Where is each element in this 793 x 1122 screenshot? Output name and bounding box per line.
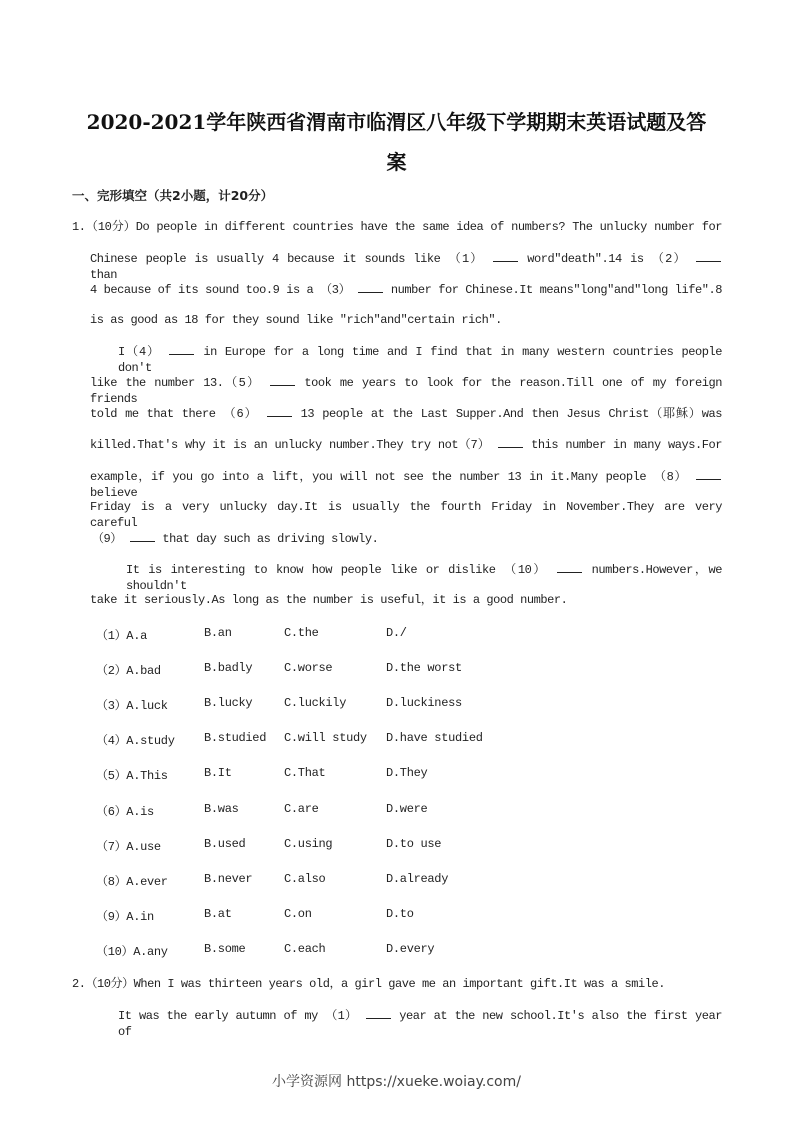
text-line — [118, 343, 722, 376]
option-choice: （3）A.luck — [96, 699, 168, 714]
option-choice: B.never — [204, 871, 253, 886]
option-choice: （9）A.in — [96, 909, 154, 924]
option-choice: B.was — [204, 801, 239, 816]
text-segment: took me years to look for the reason.Till one of my foreign friends — [90, 376, 722, 406]
option-choice: （1）A.a — [96, 629, 148, 643]
option-choice: D.the worst — [386, 661, 462, 676]
text-segment: numbers.However，we shouldn't — [126, 563, 722, 593]
text-segment: number for Chinese.It means"long"and"long life".8 — [390, 283, 722, 297]
text-segment: Chinese people is usually 4 because it sounds like （1） — [90, 252, 484, 266]
option-choice: C.using — [284, 836, 333, 851]
option-choice: （4）A.study — [96, 734, 175, 749]
option-choice: C.worse — [284, 661, 333, 676]
text-segment: （9） — [92, 532, 122, 546]
document-title-line1: 2020-2021学年陕西省渭南市临渭区八年级下学期期末英语试题及答 — [86, 110, 707, 134]
option-choice: （2）A.bad — [96, 664, 161, 679]
text-segment: example，if you go into a lift，you will not see the number 13 in it.Many people （8） — [90, 470, 688, 484]
text-segment: It is interesting to know how people like or dislike （10） — [126, 563, 547, 577]
option-choice: （6）A.is — [96, 804, 154, 819]
text-segment: take it seriously.As long as the number is useful，it is a good number. — [90, 593, 568, 607]
option-choice: （8）A.ever — [96, 874, 168, 889]
answer-blank — [557, 561, 582, 573]
text-line — [90, 312, 502, 328]
text-segment: 4 because of its sound too.9 is a （3） — [90, 283, 351, 297]
option-choice: D.luckiness — [386, 696, 462, 711]
document-title-line2: 案 — [386, 150, 407, 174]
text-segment: in Europe for a long time and I find that in many western countries people don't — [118, 345, 722, 375]
answer-blank — [270, 374, 295, 386]
option-choice: （10）A.any — [96, 944, 168, 959]
text-line — [72, 219, 722, 235]
text-line — [90, 281, 722, 298]
text-segment: 13 people at the Last Supper.And then Jesus Christ（耶稣）was — [300, 407, 722, 421]
option-choice: C.also — [284, 871, 326, 886]
option-choice: B.some — [204, 941, 246, 956]
option-choice: D.every — [386, 941, 435, 956]
option-choice: C.each — [284, 941, 326, 956]
option-choice: D./ — [386, 626, 407, 640]
answer-blank — [696, 468, 721, 480]
text-segment: 1.（10分）Do people in different countries have the same idea of numbers? The unlucky number for — [72, 220, 722, 234]
text-segment: that day such as driving slowly. — [162, 532, 379, 546]
text-segment: It was the early autumn of my （1） — [118, 1009, 358, 1023]
footer-watermark: 小学资源网 https://xueke.woiay.com/ — [272, 1074, 521, 1090]
text-line — [90, 468, 722, 501]
answer-blank — [130, 530, 155, 542]
text-segment: this number in many ways.For — [531, 438, 722, 452]
text-line — [90, 499, 722, 531]
option-choice: B.lucky — [204, 696, 253, 711]
option-choice: C.will study — [284, 731, 367, 746]
text-line — [90, 436, 722, 453]
text-segment: killed.That's why it is an unlucky number.They try not（7） — [90, 438, 490, 452]
text-segment: I（4） — [118, 345, 161, 359]
option-choice: D.already — [386, 871, 449, 886]
option-choice: D.to use — [386, 836, 442, 851]
option-choice: B.badly — [204, 661, 253, 676]
option-choice: B.used — [204, 836, 246, 851]
section-heading: 一、完形填空（共2小题，计20分） — [72, 188, 274, 203]
text-line — [118, 1007, 722, 1040]
text-line — [90, 374, 722, 407]
option-choice: D.They — [386, 766, 428, 781]
text-line — [90, 592, 567, 608]
text-segment: Friday is a very unlucky day.It is usually the fourth Friday in November.They are very careful — [90, 500, 722, 530]
option-choice: C.the — [284, 626, 319, 640]
text-line — [90, 405, 722, 422]
text-segment: 2.（10分）When I was thirteen years old，a girl gave me an important gift.It was a smile. — [72, 977, 666, 991]
option-choice: C.That — [284, 766, 326, 781]
text-segment: than — [90, 268, 118, 282]
option-choice: B.studied — [204, 731, 267, 746]
answer-blank — [366, 1007, 391, 1019]
option-choice: （5）A.This — [96, 769, 168, 784]
text-segment: told me that there （6） — [90, 407, 258, 421]
text-line — [92, 530, 378, 547]
option-choice: D.have studied — [386, 731, 483, 746]
text-line — [126, 561, 722, 594]
option-choice: C.are — [284, 801, 319, 816]
answer-blank — [696, 250, 721, 262]
text-line — [72, 976, 665, 992]
answer-blank — [498, 436, 523, 448]
answer-blank — [267, 405, 292, 417]
option-choice: B.an — [204, 626, 232, 640]
answer-blank — [169, 343, 194, 355]
text-segment: like the number 13.（5） — [90, 376, 261, 390]
option-choice: D.were — [386, 801, 428, 816]
answer-blank — [493, 250, 518, 262]
text-segment: year at the new school.It's also the first year of — [118, 1009, 722, 1039]
option-choice: B.It — [204, 766, 232, 781]
option-choice: （7）A.use — [96, 839, 161, 854]
option-choice: D.to — [386, 906, 414, 921]
option-choice: C.luckily — [284, 696, 347, 711]
text-segment: is as good as 18 for they sound like "rich"and"certain rich". — [90, 313, 502, 327]
option-choice: B.at — [204, 906, 232, 921]
option-choice: C.on — [284, 906, 312, 921]
text-line — [90, 250, 722, 283]
text-segment: believe — [90, 486, 138, 500]
text-segment: word"death".14 is （2） — [527, 252, 687, 266]
answer-blank — [358, 281, 383, 293]
